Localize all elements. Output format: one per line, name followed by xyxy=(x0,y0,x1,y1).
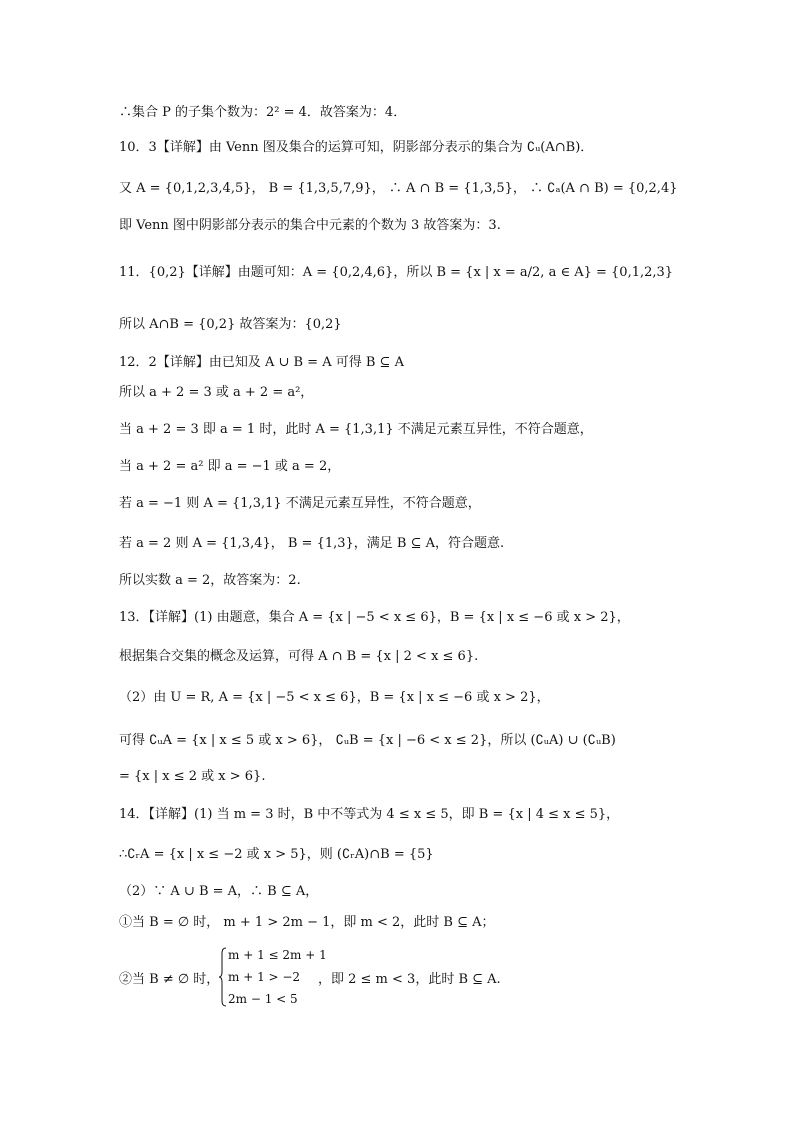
text-line: 当 a + 2 = 3 即 a = 1 时，此时 A = {1,3,1} 不满足元素互异性，不符合题意， xyxy=(119,422,593,437)
text-line: ②当 B ≠ ∅ 时， xyxy=(119,972,220,987)
inequality-system xyxy=(218,947,327,1011)
text-line: ，即 2 ≤ m < 3，此时 B ⊆ A. xyxy=(318,972,501,987)
text-line: 若 a = 2 则 A = {1,3,4}， B = {1,3}，满足 B ⊆ A，符合题意. xyxy=(119,536,505,551)
text-line: 14．【详解】(1) 当 m = 3 时，B 中不等式为 4 ≤ x ≤ 5，即 B = {x | 4 ≤ x ≤ 5}， xyxy=(119,807,620,822)
text-line: 又 A = {0,1,2,3,4,5}， B = {1,3,5,7,9}， ∴ A ∩ B = {1,3,5}， ∴ ∁ₐ(A ∩ B) = {0,2,4} xyxy=(119,181,678,196)
inequality-row: m + 1 > −2 xyxy=(228,970,301,984)
text-line: ①当 B = ∅ 时， m + 1 > 2m − 1，即 m < 2，此时 B ⊆ A； xyxy=(119,915,495,930)
text-line: 13．【详解】(1) 由题意，集合 A = {x | −5 < x ≤ 6}，B = {x | x ≤ −6 或 x > 2}， xyxy=(119,610,630,625)
text-line: ∴集合 P 的子集个数为：2² = 4．故答案为：4． xyxy=(119,105,407,120)
text-line: （2）由 U = R, A = {x | −5 < x ≤ 6}，B = {x | x ≤ −6 或 x > 2}， xyxy=(119,690,550,705)
text-line: 10．3【详解】由 Venn 图及集合的运算可知，阴影部分表示的集合为 ∁ᵤ(A∩B)． xyxy=(119,140,594,155)
text-line: 可得 ∁ᵤA = {x | x ≤ 5 或 x > 6}， ∁ᵤB = {x | −6 < x ≤ 2}，所以 (∁ᵤA) ∪ (∁ᵤB) xyxy=(119,733,616,748)
text-line: （2）∵ A ∪ B = A，∴ B ⊆ A， xyxy=(119,884,319,899)
text-line: 根据集合交集的概念及运算，可得 A ∩ B = {x | 2 < x ≤ 6}. xyxy=(119,649,479,664)
text-line: 所以 a + 2 = 3 或 a + 2 = a²， xyxy=(119,385,314,400)
text-line: 11．{0,2}【详解】由题可知：A = {0,2,4,6}，所以 B = {x | x = a/2, a ∈ A} = {0,1,2,3} xyxy=(119,265,674,280)
text-line: = {x | x ≤ 2 或 x > 6}. xyxy=(119,769,266,784)
text-line: 12．2【详解】由已知及 A ∪ B = A 可得 B ⊆ A xyxy=(119,355,404,370)
left-brace-icon xyxy=(218,947,228,1007)
text-line: 当 a + 2 = a² 即 a = −1 或 a = 2， xyxy=(119,459,341,474)
text-line: 所以 A∩B = {0,2} 故答案为：{0,2} xyxy=(119,317,342,332)
text-line: 即 Venn 图中阴影部分表示的集合中元素的个数为 3 故答案为：3. xyxy=(119,218,501,233)
text-line: 所以实数 a = 2，故答案为：2. xyxy=(119,573,301,588)
inequality-row: m + 1 ≤ 2m + 1 xyxy=(228,948,327,962)
inequality-row: 2m − 1 < 5 xyxy=(228,992,298,1006)
text-line: 若 a = −1 则 A = {1,3,1} 不满足元素互异性，不符合题意， xyxy=(119,496,481,511)
text-line: ∴∁ᵣA = {x | x ≤ −2 或 x > 5}，则 (∁ᵣA)∩B = {5} xyxy=(119,847,434,862)
